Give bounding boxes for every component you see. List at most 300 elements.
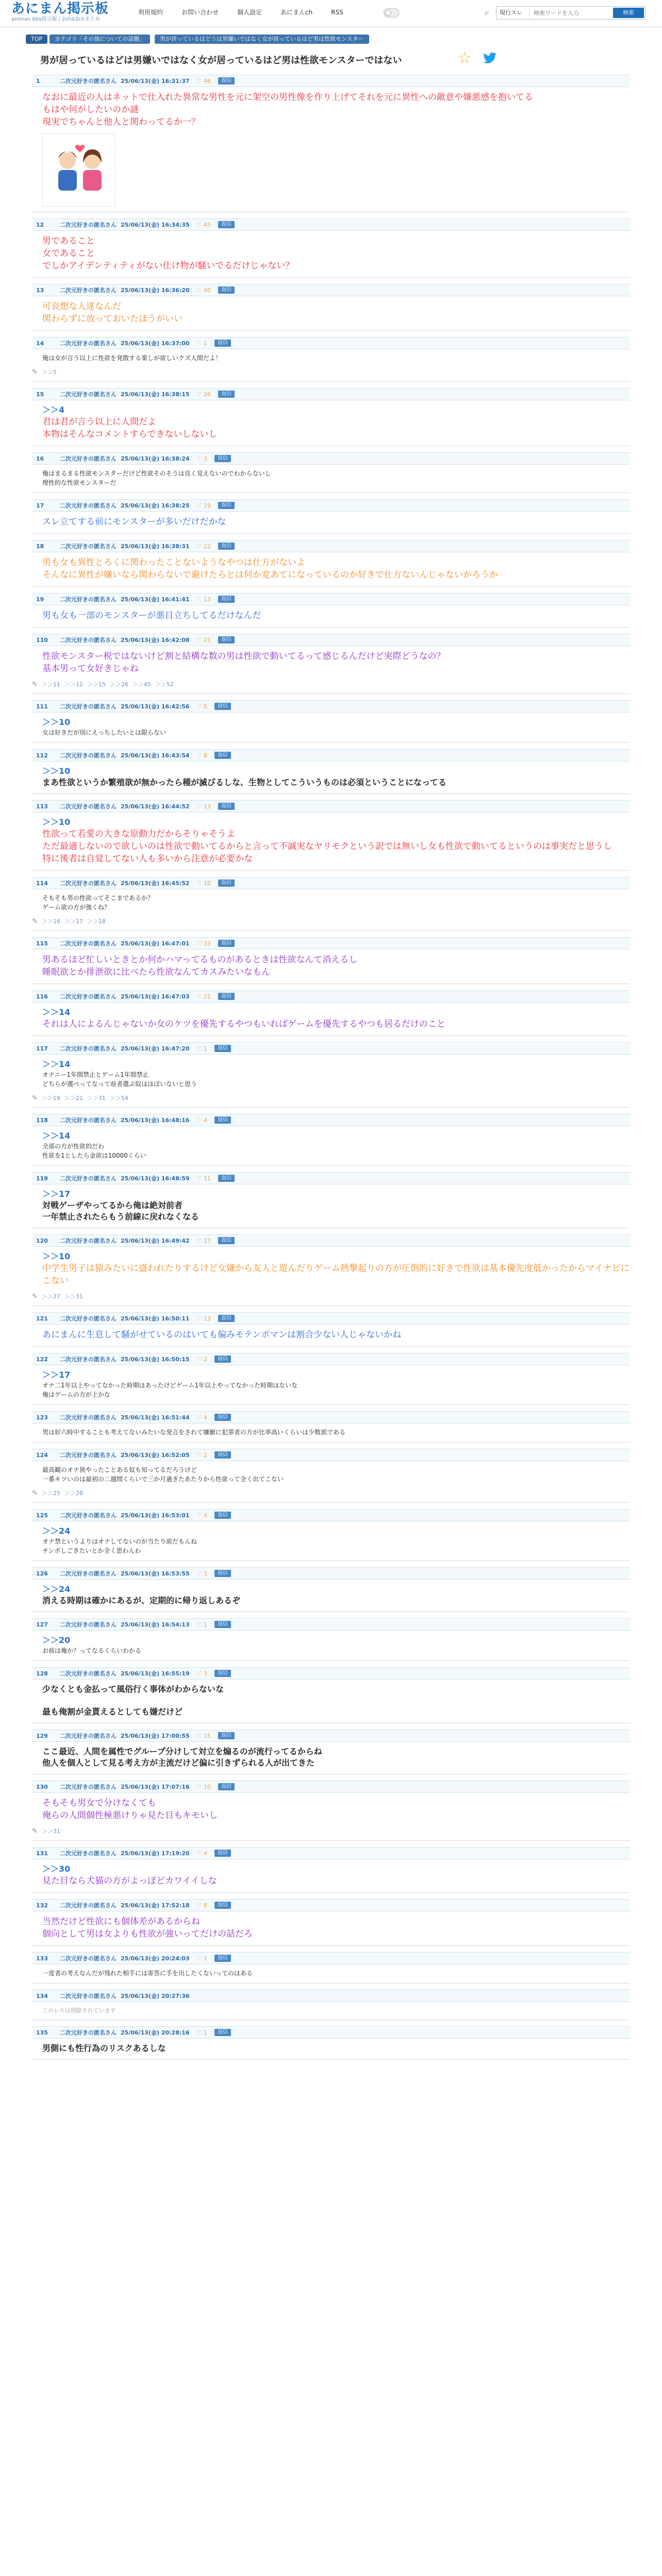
reply-link[interactable]: ＞＞31 xyxy=(87,1095,106,1101)
post-number[interactable]: 130 xyxy=(36,1783,48,1790)
post-number[interactable]: 114 xyxy=(36,879,48,887)
post-header xyxy=(32,1667,630,1680)
reply-anchor[interactable]: ＞＞17 xyxy=(42,1370,71,1380)
post-date: 25/06/13(金) 20:28:16 xyxy=(121,2029,190,2036)
post-text-line: 俺は女が言う以上に性欲を発散する楽しが欲しいクズ人間だよ！ xyxy=(42,354,222,362)
post-body xyxy=(32,1055,630,1089)
post-number[interactable]: 120 xyxy=(36,1237,48,1244)
post-item xyxy=(32,1618,630,1661)
reply-anchor[interactable]: ＞＞24 xyxy=(42,1584,71,1594)
nav-settings[interactable]: 個人設定 xyxy=(237,9,262,16)
like-count[interactable]: ♡ 1 xyxy=(196,2029,207,2036)
post-header xyxy=(32,593,630,605)
dark-mode-toggle[interactable] xyxy=(384,8,399,18)
post-number[interactable]: 131 xyxy=(36,1850,48,1857)
post-text-line: でしかアイデンティティがない仕け物が騒いでるだけじゃない？ xyxy=(42,261,294,271)
post-author: 二次元好きの匿名さん xyxy=(60,1670,117,1677)
post-item xyxy=(32,1509,630,1561)
post-author: 二次元好きの匿名さん xyxy=(60,222,117,228)
reply-link[interactable]: ＞＞52 xyxy=(155,681,174,688)
post-item xyxy=(32,1172,630,1228)
like-count[interactable]: ♡ 5 xyxy=(196,703,207,710)
post-date: 25/06/13(金) 16:50:11 xyxy=(121,1315,190,1322)
post-header xyxy=(32,337,630,349)
post-number[interactable]: 115 xyxy=(36,940,48,947)
post-text-line: ただ最適しないので欲しいのは性欲で動いてるからと言って不誠実なヤリモクという訳では無いし女も性欲で動いてるというのは事実だと思うし xyxy=(42,841,612,852)
post-item xyxy=(32,452,630,493)
reply-button[interactable]: 返信 xyxy=(214,1414,231,1421)
like-count[interactable]: ♡ 26 xyxy=(196,391,211,398)
post-text-line: 君は君が言う以上に人間だよ xyxy=(42,417,156,427)
post-number[interactable]: 125 xyxy=(36,1512,48,1519)
reply-button[interactable]: 返信 xyxy=(214,1570,231,1577)
site-header xyxy=(0,0,662,27)
post-header xyxy=(32,749,630,761)
post-image[interactable] xyxy=(42,133,115,207)
post-body xyxy=(32,1793,630,1822)
post-body xyxy=(32,713,630,737)
post-number[interactable]: 16 xyxy=(36,455,44,462)
post-text-line: 一番キツいのは最初の二週間くらいで三か月過ぎたあたりから性欲って全く出てこない xyxy=(42,1476,284,1483)
post-body xyxy=(32,1126,630,1160)
post-item xyxy=(32,2026,630,2060)
reply-anchor[interactable]: ＞＞4 xyxy=(42,405,65,415)
post-number[interactable]: 112 xyxy=(36,752,48,759)
like-count[interactable]: ♡ 2 xyxy=(196,1451,207,1459)
post-list xyxy=(0,75,662,2060)
post-text-line: 全部の方が性欲的だわ xyxy=(42,1143,105,1150)
reply-link[interactable]: ＞＞45 xyxy=(132,681,151,688)
like-count[interactable]: ♡ 21 xyxy=(196,636,211,643)
reply-link[interactable]: ＞＞12 xyxy=(64,681,83,688)
like-count[interactable]: ♡ 19 xyxy=(196,502,211,509)
like-count[interactable]: ♡ 22 xyxy=(196,543,211,550)
post-number[interactable]: 18 xyxy=(36,543,44,550)
post-number[interactable]: 117 xyxy=(36,1045,48,1052)
reply-icon: ✎ xyxy=(32,1292,38,1300)
post-body xyxy=(32,1631,630,1655)
like-count[interactable]: ♡ 1 xyxy=(196,1621,207,1628)
post-body xyxy=(32,950,630,978)
post-number[interactable]: 118 xyxy=(36,1116,48,1124)
reply-button[interactable]: 返信 xyxy=(218,1175,235,1182)
post-date: 25/06/13(金) 16:41:41 xyxy=(121,596,190,603)
post-date: 25/06/13(金) 16:48:59 xyxy=(121,1175,190,1182)
post-date: 25/06/13(金) 17:19:20 xyxy=(121,1850,190,1857)
breadcrumb-category[interactable]: カテゴリ「その他についての話題」 xyxy=(49,35,150,44)
reply-button[interactable]: 返信 xyxy=(214,1955,231,1962)
post-text-line: 理性的な性欲モンスターだ xyxy=(42,479,117,486)
reply-anchor[interactable]: ＞＞20 xyxy=(42,1635,71,1645)
reply-button[interactable]: 返信 xyxy=(214,1045,231,1052)
post-author: 二次元好きの匿名さん xyxy=(60,1045,117,1052)
post-body xyxy=(32,812,630,865)
post-date: 25/06/13(金) 16:43:54 xyxy=(121,752,190,759)
post-author: 二次元好きの匿名さん xyxy=(60,1512,117,1519)
search-form xyxy=(496,6,646,20)
post-item xyxy=(32,540,630,587)
like-count[interactable]: ♡ 2 xyxy=(196,1355,207,1363)
post-text-line: 男も女も異性とろくに関わったことないようなやつは仕方がないよ xyxy=(42,557,305,568)
reply-button[interactable]: 返信 xyxy=(214,703,231,710)
reply-button[interactable]: 返信 xyxy=(214,1355,231,1363)
reply-button[interactable]: 返信 xyxy=(214,752,231,759)
post-author: 二次元好きの匿名さん xyxy=(60,1955,117,1962)
post-header xyxy=(32,1509,630,1521)
post-header xyxy=(32,1952,630,1964)
reply-button[interactable]: 返信 xyxy=(214,2029,231,2036)
like-count[interactable]: ♡ 1 xyxy=(196,1045,207,1052)
reply-link[interactable]: ＞＞18 xyxy=(87,918,106,925)
reply-link[interactable]: ＞＞26 xyxy=(109,681,128,688)
post-number[interactable]: 17 xyxy=(36,502,44,509)
post-date: 25/06/13(金) 16:49:42 xyxy=(121,1238,190,1244)
post-author: 二次元好きの匿名さん xyxy=(60,1315,117,1322)
nav-terms[interactable]: 利用規約 xyxy=(138,9,163,16)
reply-link[interactable]: ＞＞25 xyxy=(41,1490,60,1497)
like-count[interactable]: ♡ 45 xyxy=(196,221,211,228)
reply-link[interactable]: ＞＞16 xyxy=(41,918,60,925)
post-item xyxy=(32,1667,630,1723)
post-item xyxy=(32,634,630,694)
post-header xyxy=(32,1234,630,1247)
post-body xyxy=(32,1461,630,1484)
post-header xyxy=(32,800,630,812)
search-scope-select[interactable]: 現行スレ xyxy=(498,8,529,18)
post-item xyxy=(32,1990,630,2020)
post-date: 25/06/13(金) 16:38:24 xyxy=(121,455,190,462)
post-number[interactable]: 126 xyxy=(36,1570,48,1577)
reply-anchor[interactable]: ＞＞24 xyxy=(42,1526,71,1536)
reply-link[interactable]: ＞＞5 xyxy=(41,369,57,376)
reply-links xyxy=(32,1292,630,1300)
post-header xyxy=(32,1990,630,2002)
post-header xyxy=(32,1781,630,1793)
reply-link[interactable]: ＞＞17 xyxy=(64,918,83,925)
post-text-line: あにまんに生息して騒がせているのはいても偏みモテンポマンは割合少ない人じゃないかね xyxy=(42,1330,402,1340)
post-author: 二次元好きの匿名さん xyxy=(60,993,117,1000)
like-count[interactable]: ♡ 3 xyxy=(196,1670,207,1677)
post-header xyxy=(32,1114,630,1126)
post-text-line: 睡眠欲とか排泄欲に比べたら性欲なんてカスみたいなもん xyxy=(42,967,270,977)
like-count[interactable]: ♡ 40 xyxy=(196,286,211,294)
like-count[interactable]: ♡ 17 xyxy=(196,1237,211,1244)
star-icon[interactable]: ☆ xyxy=(458,49,472,67)
like-count[interactable]: ♡ 21 xyxy=(196,993,211,1000)
post-number[interactable]: 14 xyxy=(36,340,44,347)
post-text-line: 男は好六時中することも考えてないみたいな発言をされて嫌厭に犯罪者の方が比率高いくらいは少数派である xyxy=(42,1429,346,1436)
like-count[interactable]: ♡ 10 xyxy=(196,879,211,887)
reply-button[interactable]: 返信 xyxy=(214,455,231,462)
reply-anchor[interactable]: ＞＞17 xyxy=(42,1189,71,1199)
post-item xyxy=(32,1730,630,1774)
post-header xyxy=(32,388,630,400)
reply-button[interactable]: 返信 xyxy=(218,993,235,1000)
post-text-line: オナ禁というよりはオナしてないのが当たり前だもんね xyxy=(42,1538,197,1545)
post-text-line: チンポしごきたいとか全く思わんわ xyxy=(42,1547,141,1554)
reply-button[interactable]: 返信 xyxy=(218,391,235,398)
post-author: 二次元好きの匿名さん xyxy=(60,1902,117,1909)
post-number[interactable]: 116 xyxy=(36,993,48,1000)
reply-button[interactable]: 返信 xyxy=(218,221,235,228)
reply-button[interactable]: 返信 xyxy=(214,1512,231,1519)
post-text-line: 最高観のオナ狭やったことある奴も知ってるだろうけど xyxy=(42,1466,197,1473)
reply-link[interactable]: ＞＞28 xyxy=(64,1490,83,1497)
post-item xyxy=(32,1411,630,1443)
twitter-icon[interactable] xyxy=(483,51,497,65)
reply-anchor[interactable]: ＞＞14 xyxy=(42,1007,71,1017)
post-text-line: 俺はゲームの方が上かな xyxy=(42,1391,111,1398)
breadcrumb-top[interactable]: TOP xyxy=(26,35,47,44)
reply-links xyxy=(32,917,630,925)
couple-illustration-icon xyxy=(43,134,115,206)
post-date: 25/06/13(金) 16:48:16 xyxy=(121,1117,190,1124)
post-number[interactable]: 19 xyxy=(36,596,44,603)
post-text-line: どちらが選べってなって前者選ぶ奴はほぼいないと思う xyxy=(42,1080,197,1088)
post-header xyxy=(32,284,630,296)
like-count[interactable]: ♡ 1 xyxy=(196,1955,207,1962)
reply-links xyxy=(32,680,630,688)
post-body xyxy=(32,465,630,487)
post-number[interactable]: 111 xyxy=(36,703,48,710)
post-date: 25/06/13(金) 16:34:35 xyxy=(121,222,190,228)
post-body xyxy=(32,605,630,622)
post-date: 25/06/13(金) 16:47:01 xyxy=(121,940,190,947)
post-text-line xyxy=(42,1695,630,1706)
reply-button[interactable]: 返信 xyxy=(214,1451,231,1459)
post-number[interactable]: 124 xyxy=(36,1451,48,1459)
post-date: 25/06/13(金) 16:54:13 xyxy=(121,1621,190,1628)
post-number[interactable]: 123 xyxy=(36,1414,48,1421)
post-text-line: 特に後者は自覚してない人も多いから注意が必要かな xyxy=(42,854,253,864)
post-author: 二次元好きの匿名さん xyxy=(60,1238,117,1244)
post-author: 二次元好きの匿名さん xyxy=(60,1850,117,1857)
reply-button[interactable]: 返信 xyxy=(218,1732,235,1739)
post-number[interactable]: 135 xyxy=(36,2029,48,2036)
post-date: 25/06/13(金) 16:38:15 xyxy=(121,391,190,398)
post-header xyxy=(32,1353,630,1365)
post-number[interactable]: 121 xyxy=(36,1315,48,1322)
post-text-line: 性欲モンスター税ではないけど割と結構な数の男は性欲で動いてるって感じるんだけど実際どうなの？ xyxy=(42,651,445,662)
post-number[interactable]: 13 xyxy=(36,286,44,294)
post-text-line: 性欲を1とし​たら金欲は10000くらい xyxy=(42,1152,146,1159)
nav-rss[interactable]: RSS xyxy=(331,9,343,16)
reply-anchor[interactable]: ＞＞14 xyxy=(42,1131,71,1141)
like-count[interactable]: ♡ 4 xyxy=(196,1850,207,1857)
post-author: 二次元好きの匿名さん xyxy=(60,543,117,550)
like-count[interactable]: ♡ 13 xyxy=(196,596,211,603)
post-number[interactable]: 127 xyxy=(36,1621,48,1628)
post-number[interactable]: 134 xyxy=(36,1992,48,1999)
post-number[interactable]: 133 xyxy=(36,1955,48,1962)
post-date: 25/06/13(金) 16:38:31 xyxy=(121,543,190,550)
reply-link[interactable]: ＞＞15 xyxy=(87,681,106,688)
reply-button[interactable]: 返信 xyxy=(214,1116,231,1124)
post-number[interactable]: 12 xyxy=(36,221,44,228)
reply-anchor[interactable]: ＞＞30 xyxy=(42,1864,71,1874)
nav-contact[interactable]: お問い合わせ xyxy=(181,9,219,16)
reply-button[interactable]: 返信 xyxy=(218,543,235,550)
post-header xyxy=(32,1567,630,1580)
reply-button[interactable]: 返信 xyxy=(218,1783,235,1790)
like-count[interactable]: ♡ 10 xyxy=(196,1783,211,1790)
like-count[interactable]: ♡ 15 xyxy=(196,1732,211,1739)
post-text-line: 男であること xyxy=(42,236,95,246)
post-number[interactable]: 113 xyxy=(36,803,48,810)
post-header xyxy=(32,1618,630,1631)
like-count[interactable]: ♡ 11 xyxy=(196,1175,211,1182)
post-author: 二次元好きの匿名さん xyxy=(60,1356,117,1363)
post-header xyxy=(32,452,630,465)
post-text-line: 中学生男子は猿みたいに盛われたりするけど女嫌から友人と遊んだりゲーム熱撃起りの方が圧倒的に好きで性欲は基本優先度低かったからマイナビにこない xyxy=(42,1263,630,1286)
page-title: 男が居っているはどは男嫌いではなく女が居っているはど男は性欲モンスターではない xyxy=(40,55,402,66)
reply-button[interactable]: 返信 xyxy=(214,1902,231,1909)
reply-button[interactable]: 返信 xyxy=(214,1670,231,1677)
post-text-line: 消える時期は確かにあるが、定期的に帰り返しあるぞ xyxy=(42,1596,241,1605)
post-author: 二次元好きの匿名さん xyxy=(60,391,117,398)
reply-button[interactable]: 返信 xyxy=(218,77,235,84)
like-count[interactable]: ♡ 8 xyxy=(196,752,207,759)
site-logo[interactable] xyxy=(11,1,109,23)
post-body xyxy=(32,1859,630,1887)
like-count[interactable]: ♡ 46 xyxy=(196,77,211,84)
reply-button[interactable]: 返信 xyxy=(214,1621,231,1628)
post-number[interactable]: 15 xyxy=(36,391,44,398)
post-date: 25/06/13(金) 16:45:52 xyxy=(121,880,190,887)
post-header xyxy=(32,1172,630,1184)
like-count[interactable]: ♡ 4 xyxy=(196,1512,207,1519)
post-item xyxy=(32,1353,630,1405)
post-text-line: 最も俺割が金貰えるとしても嫌だけど xyxy=(42,1707,183,1717)
post-header xyxy=(32,1899,630,1911)
post-text-line: 本物はそんなコメントすらできないしないし xyxy=(42,429,218,439)
post-date: 25/06/13(金) 17:00:55 xyxy=(121,1733,190,1739)
post-text-line: 当然だけど性欲にも個体差があるからね xyxy=(42,1917,200,1927)
post-text-line: そもそも男の性欲ってそこまであるか？ xyxy=(42,894,154,902)
reply-link[interactable]: ＞＞21 xyxy=(64,1095,83,1101)
post-header xyxy=(32,990,630,1003)
post-text-line: お前は俺か？ってなるくらいわかる xyxy=(42,1647,142,1654)
reply-icon: ✎ xyxy=(32,1489,38,1497)
post-body xyxy=(32,1964,630,1978)
like-count[interactable]: ♡ 13 xyxy=(196,1315,211,1322)
reply-anchor[interactable]: ＞＞14 xyxy=(42,1059,71,1069)
post-number[interactable]: 129 xyxy=(36,1732,48,1739)
reply-button[interactable]: 返信 xyxy=(218,1315,235,1322)
like-count[interactable]: ♡ 4 xyxy=(196,1116,207,1124)
post-item xyxy=(32,1899,630,1946)
reply-anchor[interactable]: ＞＞10 xyxy=(42,1251,71,1261)
reply-anchor[interactable]: ＞＞10 xyxy=(42,817,71,827)
like-count[interactable]: ♡ 1 xyxy=(196,340,207,347)
nav-animanch[interactable]: あにまんch xyxy=(280,9,313,16)
post-number[interactable]: 128 xyxy=(36,1670,48,1677)
reply-link[interactable]: ＞＞31 xyxy=(41,1828,60,1835)
reply-button[interactable]: 返信 xyxy=(218,879,235,887)
search-button[interactable]: 検索 xyxy=(613,8,644,18)
thread-title-row xyxy=(0,46,662,75)
reply-button[interactable]: 返信 xyxy=(218,596,235,603)
post-body xyxy=(32,231,630,272)
post-text-line: 個向として男は女よりも性欲が強いってだけの話だろ xyxy=(42,1929,253,1939)
post-number[interactable]: 110 xyxy=(36,636,48,643)
post-text-line: もはや何がしたいのか謎 xyxy=(42,105,139,115)
reply-link[interactable]: ＞＞31 xyxy=(64,1293,83,1300)
post-date: 25/06/13(金) 16:47:03 xyxy=(121,993,190,1000)
like-count[interactable]: ♡ 4 xyxy=(196,1414,207,1421)
post-body xyxy=(32,1325,630,1341)
post-header xyxy=(32,1411,630,1423)
post-item xyxy=(32,1781,630,1841)
reply-icon: ✎ xyxy=(32,1094,38,1102)
post-header xyxy=(32,634,630,646)
reply-button[interactable]: 返信 xyxy=(214,1850,231,1857)
post-date: 25/06/13(金) 16:42:56 xyxy=(121,703,190,710)
post-body xyxy=(32,1742,630,1769)
post-date: 25/06/13(金) 16:37:00 xyxy=(121,340,190,347)
post-item xyxy=(32,990,630,1036)
reply-button[interactable]: 返信 xyxy=(218,940,235,947)
reply-button[interactable]: 返信 xyxy=(218,1237,235,1244)
reply-button[interactable]: 返信 xyxy=(218,502,235,509)
post-author: 二次元好きの匿名さん xyxy=(60,455,117,462)
reply-button[interactable]: 返信 xyxy=(218,803,235,810)
post-number[interactable]: 119 xyxy=(36,1175,48,1182)
post-text-line: 男側にも性行為のリスクあるしな xyxy=(42,2043,166,2053)
search-input[interactable] xyxy=(532,8,613,18)
breadcrumb-current[interactable]: 男が居っているはどうは男嫌いではなく女が居っているはど男は性欲モンスター xyxy=(155,35,369,44)
post-number[interactable]: 132 xyxy=(36,1902,48,1909)
post-date: 25/06/13(金) 17:52:18 xyxy=(121,1902,190,1909)
post-date: 25/06/13(金) 16:50:15 xyxy=(121,1356,190,1363)
post-number[interactable]: 122 xyxy=(36,1355,48,1363)
reply-link[interactable]: ＞＞19 xyxy=(41,1095,60,1101)
reply-button[interactable]: 返信 xyxy=(214,340,231,347)
post-number[interactable]: 1 xyxy=(36,77,40,84)
reply-button[interactable]: 返信 xyxy=(218,286,235,294)
like-count[interactable]: ♡ 3 xyxy=(196,1570,207,1577)
like-count[interactable]: ♡ 33 xyxy=(196,940,211,947)
reply-link[interactable]: ＞＞27 xyxy=(41,1293,60,1300)
reply-link[interactable]: ＞＞11 xyxy=(41,681,60,688)
reply-anchor[interactable]: ＞＞10 xyxy=(42,766,71,776)
reply-link[interactable]: ＞＞54 xyxy=(109,1095,128,1101)
post-author: 二次元好きの匿名さん xyxy=(60,1452,117,1459)
post-body xyxy=(32,1423,630,1437)
like-count[interactable]: ♡ 3 xyxy=(196,455,207,462)
post-item xyxy=(32,218,630,278)
post-header xyxy=(32,1730,630,1742)
post-item xyxy=(32,937,630,984)
post-author: 二次元好きの匿名さん xyxy=(60,287,117,294)
post-date: 25/06/13(金) 16:52:05 xyxy=(121,1452,190,1459)
top-nav xyxy=(129,7,353,18)
post-author: 二次元好きの匿名さん xyxy=(60,2029,117,2036)
reply-button[interactable]: 返信 xyxy=(218,636,235,643)
post-body xyxy=(32,889,630,912)
like-count[interactable]: ♡ 8 xyxy=(196,1902,207,1909)
reply-anchor[interactable]: ＞＞10 xyxy=(42,717,71,727)
post-item xyxy=(32,700,630,743)
post-item xyxy=(32,284,630,331)
post-item xyxy=(32,1234,630,1306)
like-count[interactable]: ♡ 13 xyxy=(196,803,211,810)
post-item xyxy=(32,593,630,628)
post-header xyxy=(32,1042,630,1055)
post-author: 二次元好きの匿名さん xyxy=(60,502,117,509)
post-header xyxy=(32,1847,630,1859)
post-body xyxy=(32,512,630,528)
